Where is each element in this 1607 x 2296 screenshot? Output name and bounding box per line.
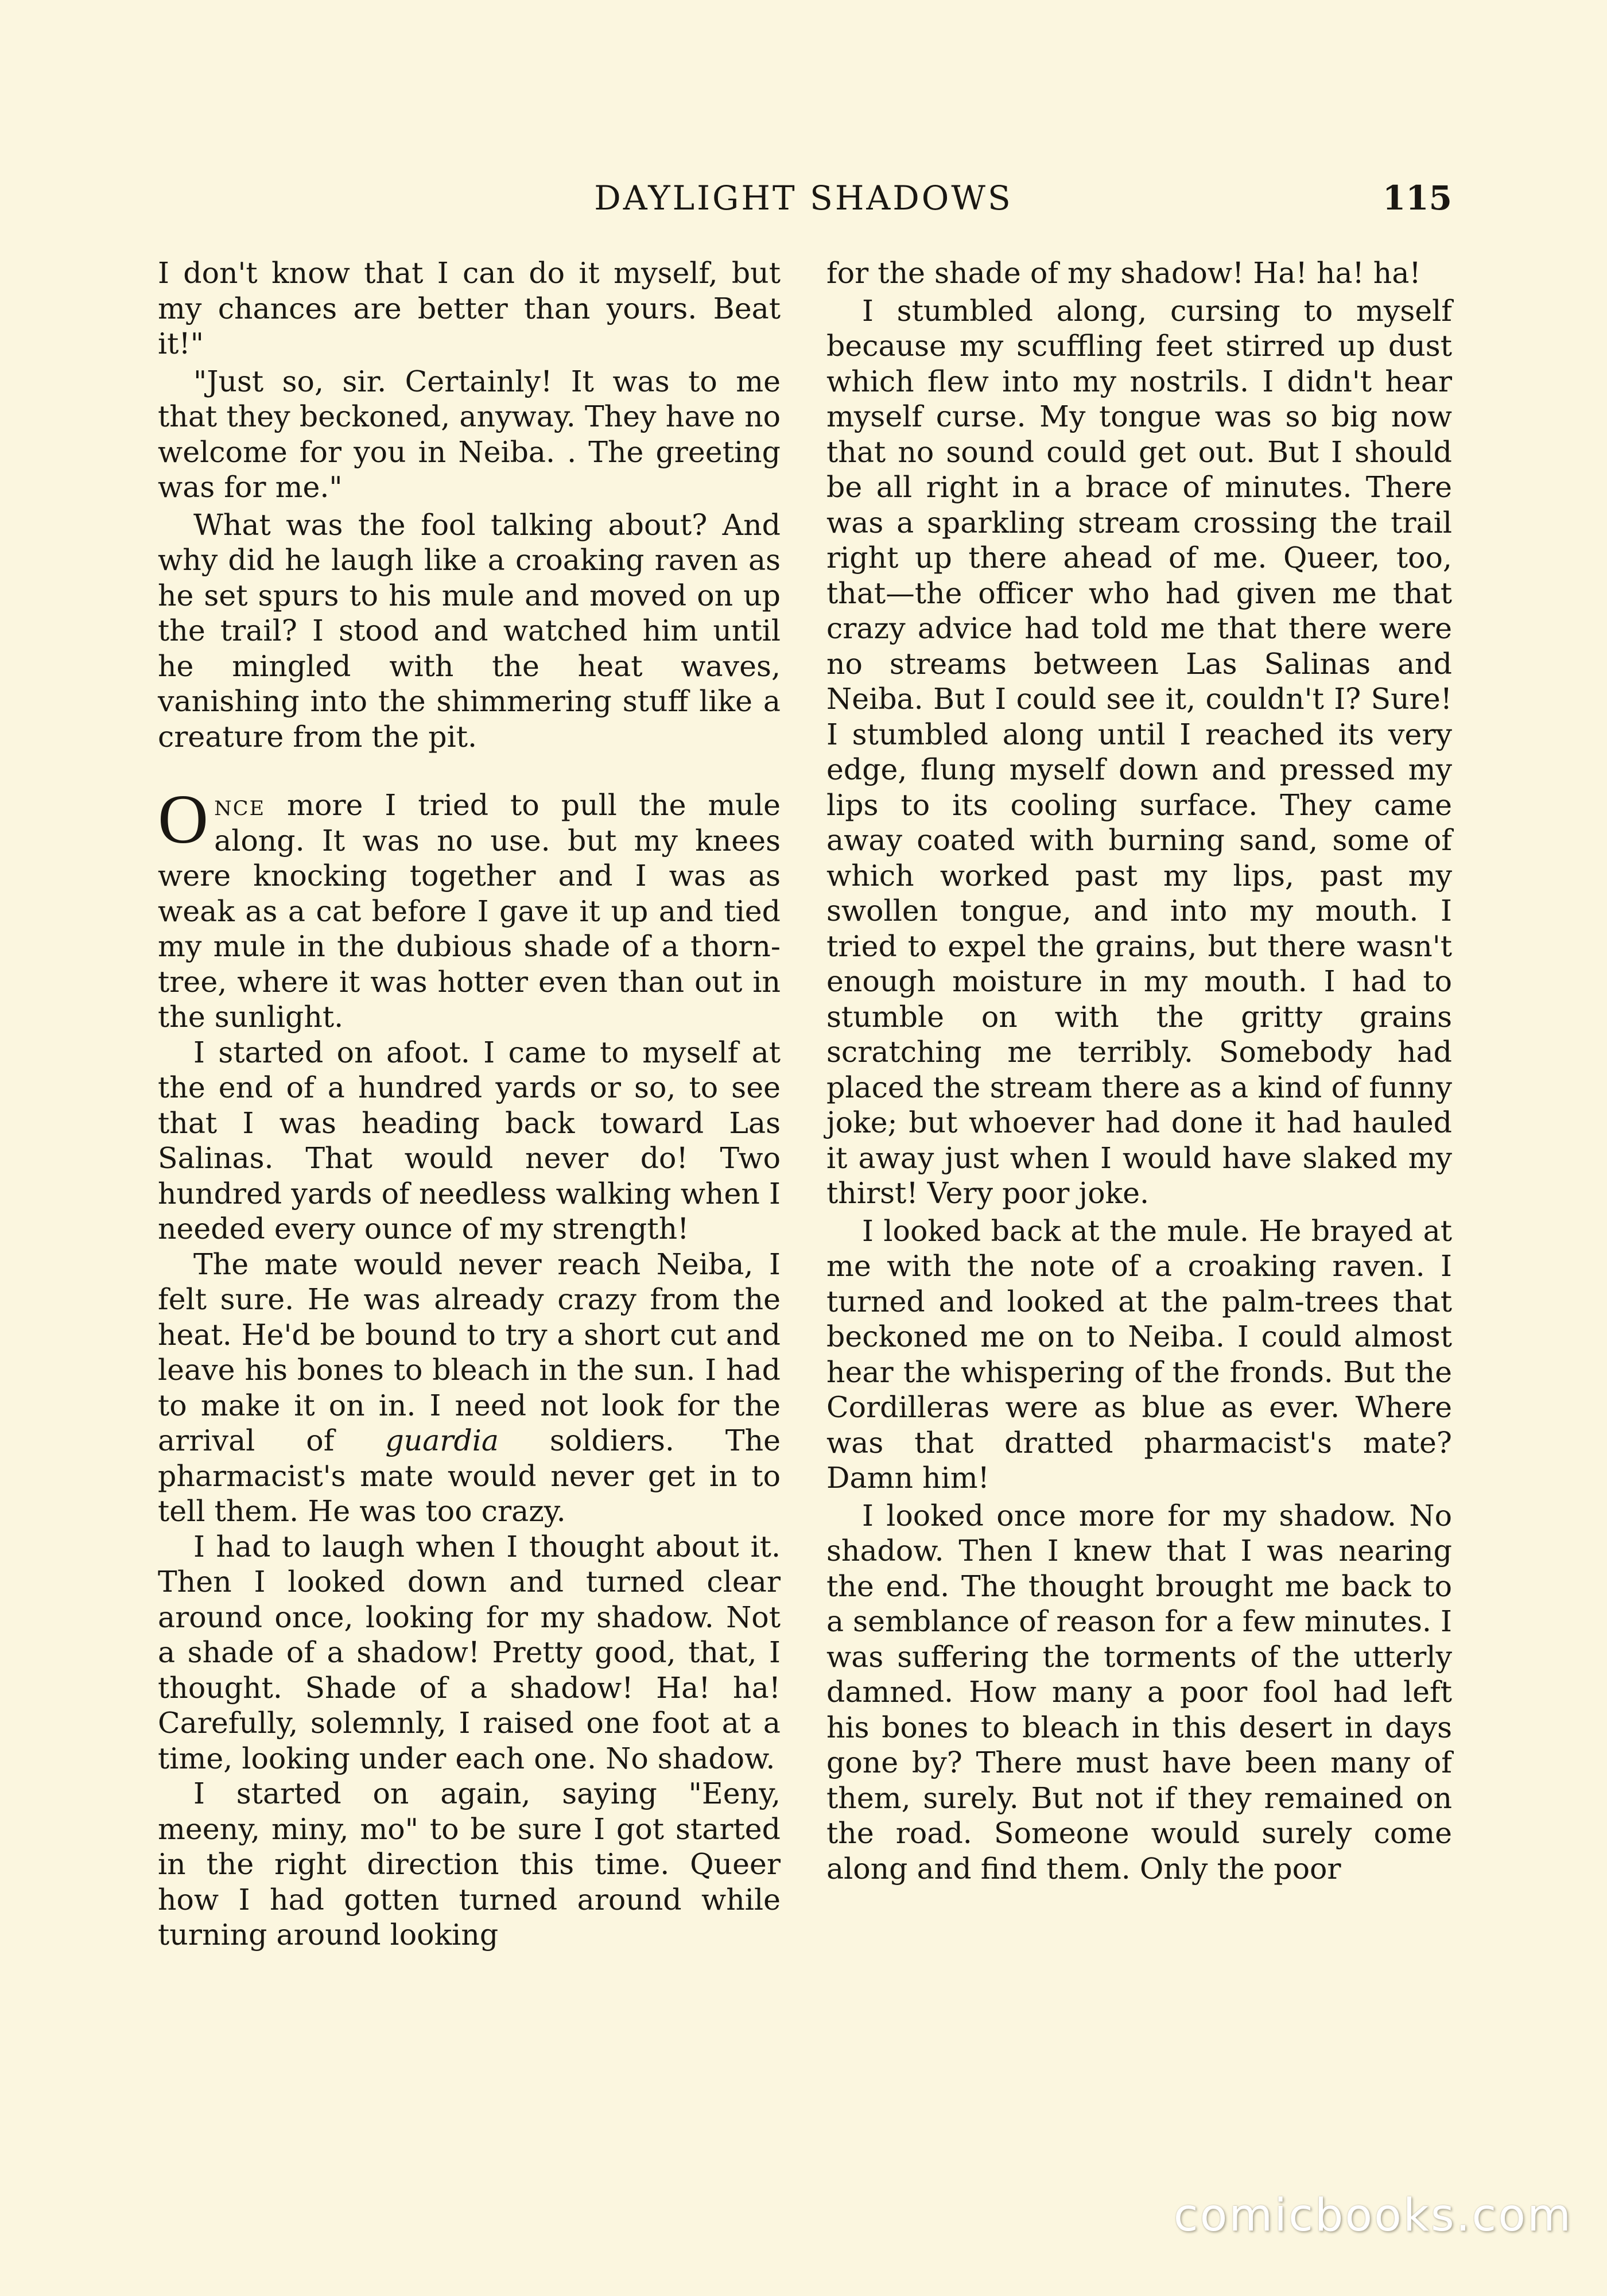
- site-watermark: comicbooks.com: [1173, 2190, 1573, 2241]
- paragraph: I stumbled along, cursing to myself because my scuffling feet stirred up dust which flew into my nostrils. I didn't hear myself curse. My tongue was so big now that no sound could get out. But I should be all right in a brace of minutes. There was a sparkling stream crossing the trail right up there ahead of me. Queer, too, that—the officer who had given me that crazy advice had told me that there were no streams between Las Salinas and Neiba. But I could see it, couldn't I? Sure! I stumbled along until I reached its very edge, flung myself down and pressed my lips to its cooling surface. They came away coated with burning sand, some of which worked past my lips, past my swollen tongue, and into my mouth. I tried to expel the grains, but there wasn't enough moisture in my mouth. I had to stumble on with the gritty grains scratching me terribly. Somebody had placed the stream there as a kind of funny joke; but whoever had done it had hauled it away just when I would have slaked my thirst! Very poor joke.: [826, 293, 1452, 1210]
- paragraph: I started on afoot. I came to myself at the end of a hundred yards or so, to see that I was heading back toward Las Salinas. That would never do! Two hundred yards of needless walking when I needed every ounce of my strength!: [158, 1035, 781, 1246]
- running-header: [155, 172, 1452, 224]
- paragraph: I don't know that I can do it myself, but my chances are better than yours. Beat it!": [158, 256, 781, 360]
- right-column: [826, 255, 1452, 2127]
- small-caps-lead: nce: [214, 788, 266, 822]
- drop-cap: O: [158, 781, 209, 858]
- paragraph: [158, 1247, 781, 1529]
- paragraph: for the shade of my shadow! Ha! ha! ha!: [826, 256, 1421, 290]
- paragraph-text: The mate would never reach Neiba, I felt sure. He was already crazy from the heat. He'd be bound to try a short cut and leave his bones to bleach in the sun. I had to make it on in. I need not look for the arrival of: [158, 1247, 781, 1457]
- page-number: 115: [1382, 179, 1452, 218]
- paragraph: "Just so, sir. Certainly! It was to me that they beckoned, anyway. They have no welcome for you in Neiba. . The greeting was for me.": [158, 364, 781, 504]
- left-column: [158, 255, 781, 2127]
- paragraph-text: more I tried to pull the mule along. It was no use. but my knees were knocking together and I was as weak as a cat before I gave it up and tied my mule in the dubious shade of a thorn-tree, where it was hotter even than out in the sunlight.: [158, 788, 781, 1034]
- running-title: DAYLIGHT SHADOWS: [594, 179, 1013, 218]
- italic-word: guardia: [385, 1424, 499, 1457]
- paragraph: I looked once more for my shadow. No shadow. Then I knew that I was nearing the end. The thought brought me back to a semblance of reason for a few minutes. I was suffering the torments of the utterly damned. How many a poor fool had left his bones to bleach in this desert in days gone by? There must have been many of them, surely. But not if they remained on the road. Someone would surely come along and find them. Only the poor: [826, 1498, 1452, 1886]
- paragraph: I had to laugh when I thought about it. Then I looked down and turned clear around once, looking for my shadow. Not a shade of a shadow! Pretty good, that, I thought. Shade of a shadow! Ha! ha! Carefully, solemnly, I raised one foot at a time, looking under each one. No shadow.: [158, 1529, 781, 1775]
- paragraph: I looked back at the mule. He brayed at me with the note of a croaking raven. I turned and looked at the palm-trees that beckoned me on to Neiba. I could almost hear the whispering of the fronds. But the Cordilleras were as blue as ever. Where was that dratted pharmacist's mate? Damn him!: [826, 1213, 1452, 1495]
- section-opening-paragraph: [158, 781, 781, 1035]
- paragraph: I started on again, saying "Eeny, meeny, miny, mo" to be sure I got started in the right direction this time. Queer how I had gotten turned around while turning around looking: [158, 1777, 781, 1952]
- paragraph-text: soldiers. The pharmacist's mate would never get in to tell them. He was too crazy.: [158, 1424, 781, 1528]
- paragraph: What was the fool talking about? And why did he laugh like a croaking raven as he set spurs to his mule and moved on up the trail? I stood and watched him until he mingled with the heat waves, vanishing into the shimmering stuff like a creature from the pit.: [158, 507, 781, 754]
